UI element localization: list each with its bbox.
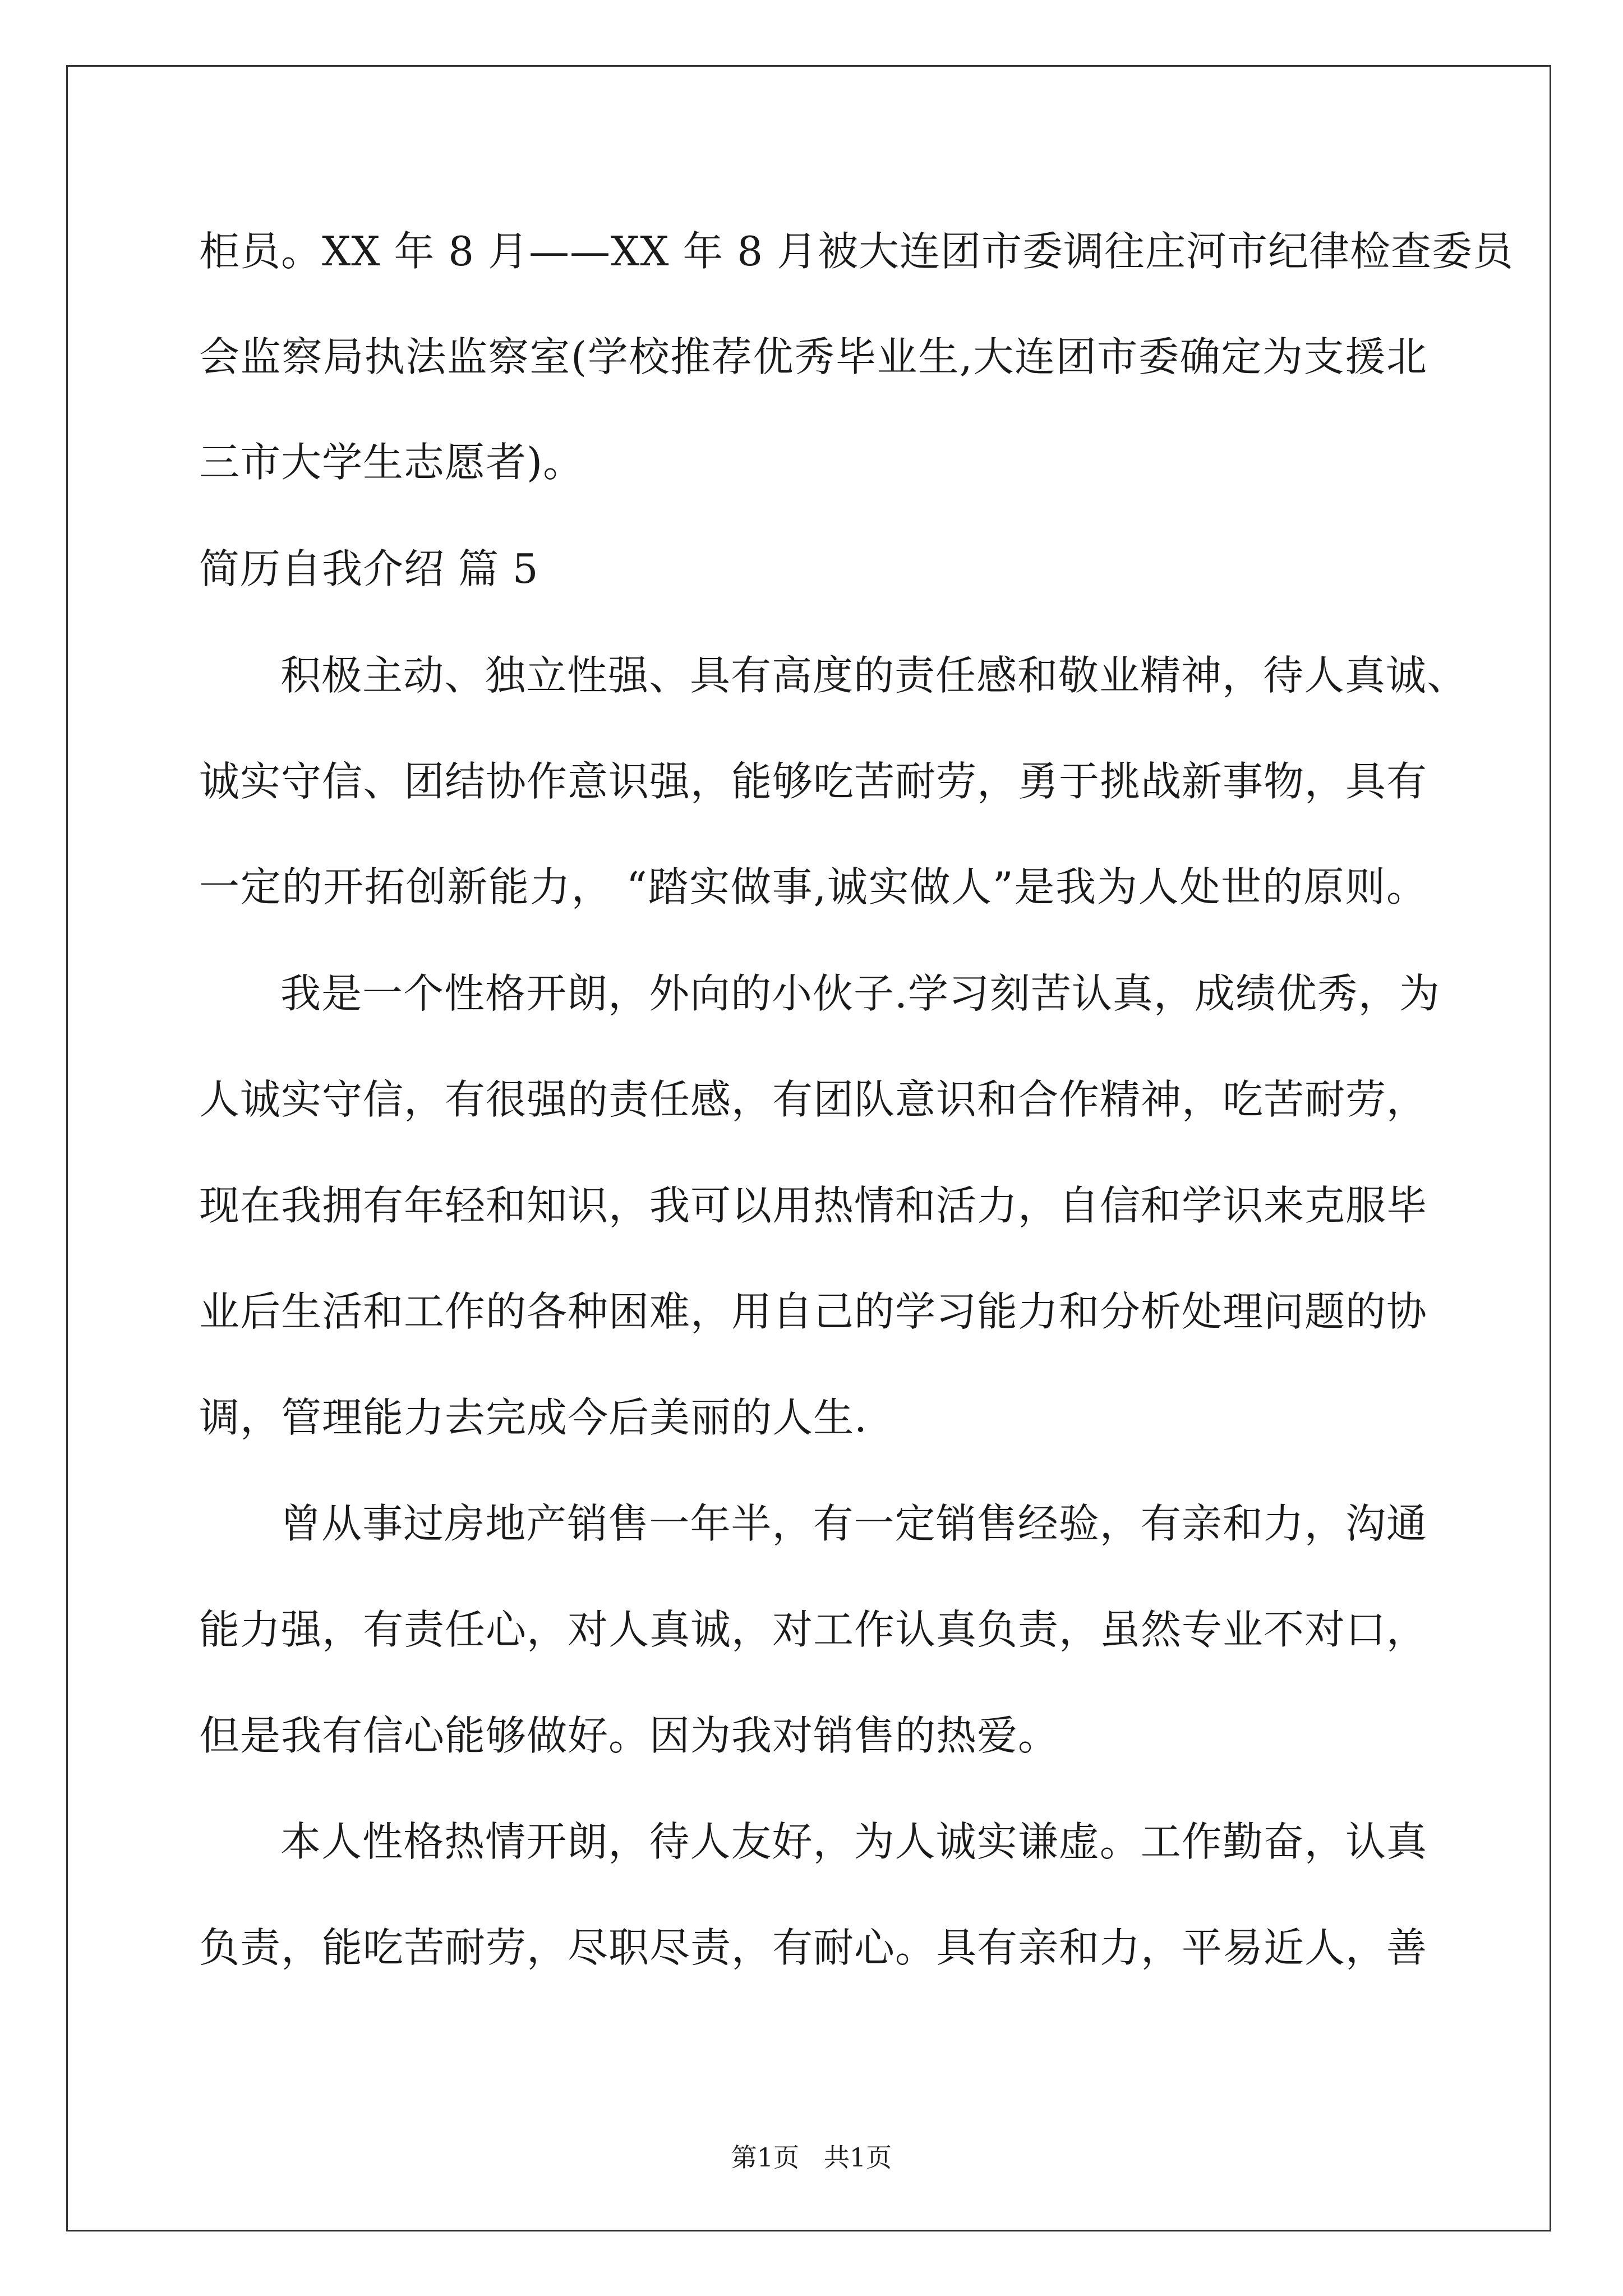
text-line-9: 人诚实守信，有很强的责任感，有团队意识和合作精神，吃苦耐劳， xyxy=(199,1076,1428,1123)
text-line-13: 曾从事过房地产销售一年半，有一定销售经验，有亲和力，沟通 xyxy=(280,1500,1427,1547)
text-line-6: 诚实守信、团结协作意识强，能够吃苦耐劳，勇于挑战新事物，具有 xyxy=(199,758,1428,805)
text-line-17: 负责，能吃苦耐劳，尽职尽责，有耐心。具有亲和力，平易近人，善 xyxy=(199,1924,1428,1971)
text-line-7: 一定的开拓创新能力， “踏实做事,诚实做人”是我为人处世的原则。 xyxy=(199,863,1427,910)
text-line-11: 业后生活和工作的各种困难，用自己的学习能力和分析处理问题的协 xyxy=(199,1288,1428,1335)
text-line-15: 但是我有信心能够做好。因为我对销售的热爱。 xyxy=(199,1712,1059,1759)
text-line-12: 调，管理能力去完成今后美丽的人生. xyxy=(199,1394,868,1441)
text-line-8: 我是一个性格开朗，外向的小伙子.学习刻苦认真，成绩优秀，为 xyxy=(280,970,1440,1017)
text-line-1: 柜员。XX 年 8 月——XX 年 8 月被大连团市委调往庄河市纪律检查委员 xyxy=(199,228,1514,275)
text-line-3: 三市大学生志愿者)。 xyxy=(199,439,584,486)
page-border xyxy=(66,65,1551,2231)
text-line-14: 能力强，有责任心，对人真诚，对工作认真负责，虽然专业不对口， xyxy=(199,1606,1428,1653)
text-line-10: 现在我拥有年轻和知识，我可以用热情和活力，自信和学识来克服毕 xyxy=(199,1182,1428,1229)
text-line-16: 本人性格热情开朗，待人友好，为人诚实谦虚。工作勤奋，认真 xyxy=(280,1818,1427,1865)
section-heading: 简历自我介绍 篇 5 xyxy=(199,545,539,592)
text-line-2: 会监察局执法监察室(学校推荐优秀毕业生,大连团市委确定为支援北 xyxy=(199,333,1427,380)
page-footer: 第1页 共1页 xyxy=(731,2142,892,2173)
text-line-5: 积极主动、独立性强、具有高度的责任感和敬业精神，待人真诚、 xyxy=(280,652,1468,699)
